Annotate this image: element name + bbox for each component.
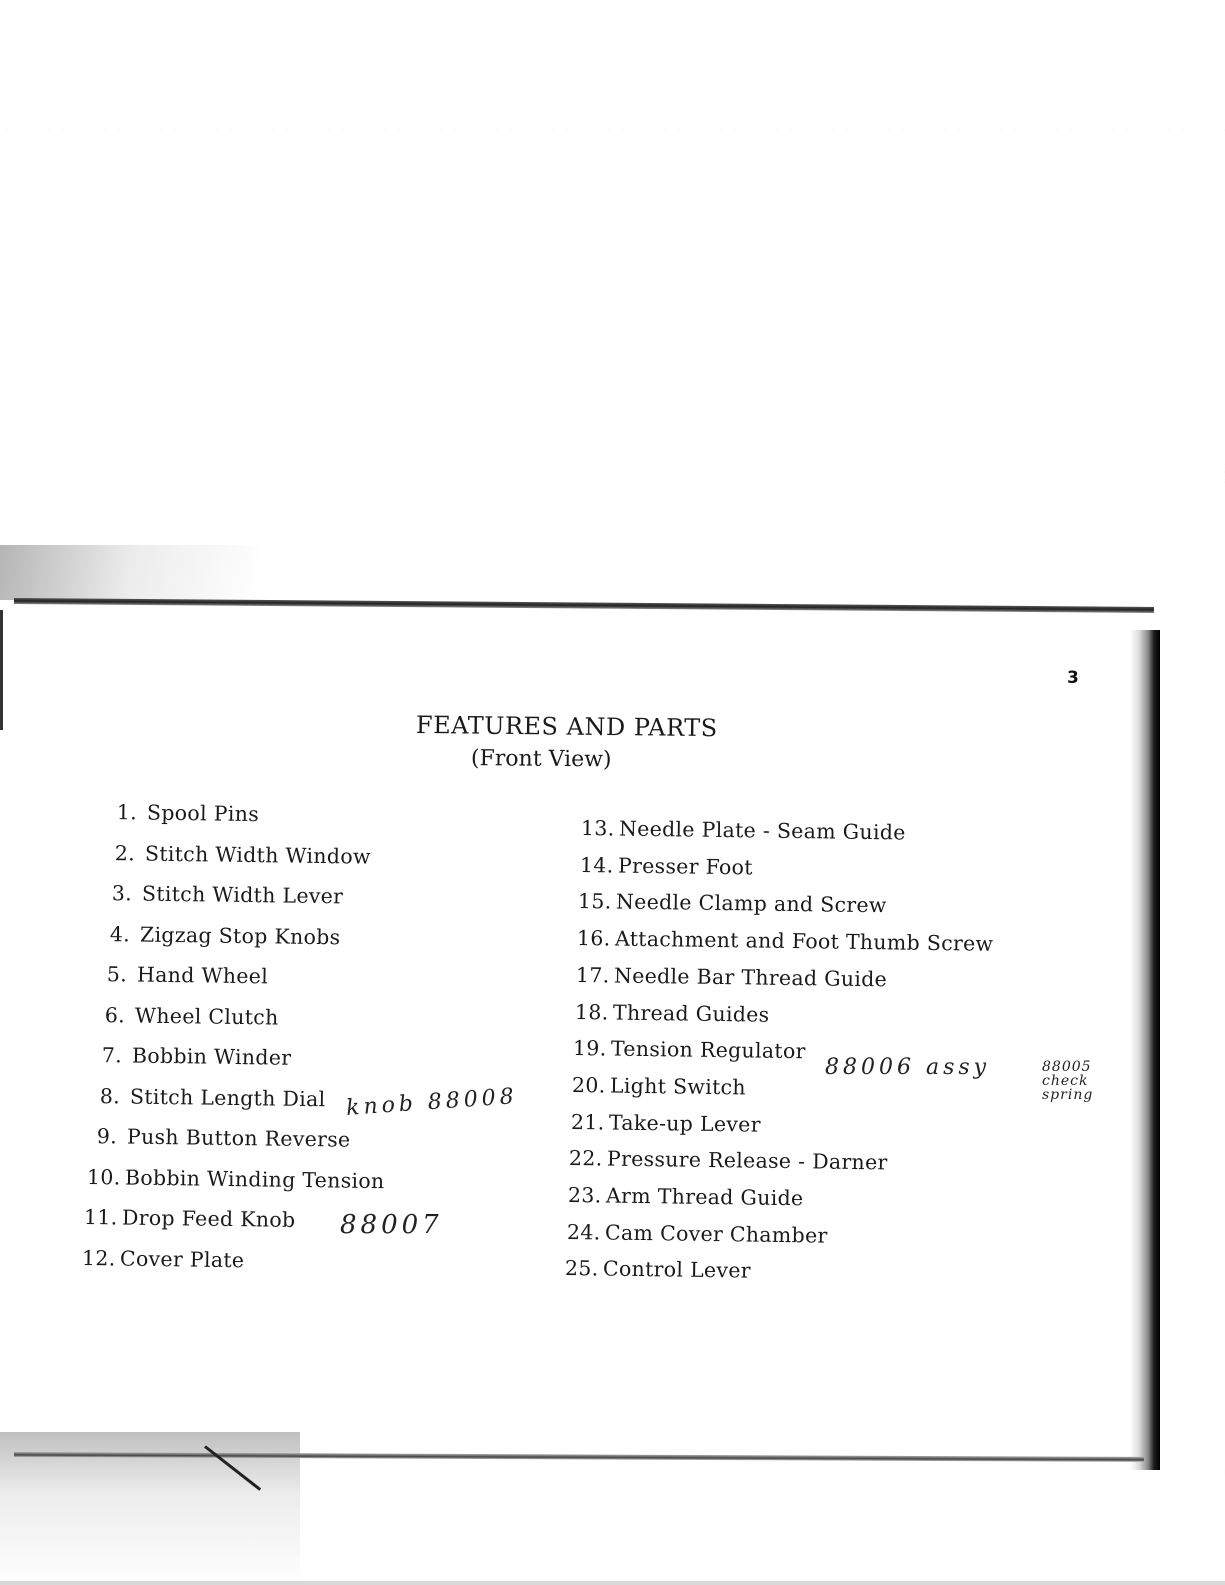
part-item: [101, 922, 340, 949]
part-number: 17.: [575, 962, 610, 988]
part-label: Zigzag Stop Knobs: [139, 922, 341, 949]
part-item: [96, 1003, 278, 1030]
part-item: [572, 1073, 746, 1099]
scan-noise: [0, 1470, 1225, 1474]
part-item: [99, 962, 268, 988]
part-item: [565, 1256, 751, 1283]
part-number: 15.: [578, 889, 613, 914]
part-number: 21.: [570, 1109, 605, 1135]
part-label: Needle Bar Thread Guide: [613, 963, 888, 992]
part-label: Push Button Reverse: [126, 1124, 351, 1152]
part-item: [577, 926, 994, 956]
scan-bottom-strip: [0, 1581, 1225, 1585]
part-number: 14.: [579, 852, 614, 878]
part-item: [94, 1043, 292, 1070]
part-number: 20.: [571, 1072, 606, 1098]
part-label: Control Lever: [603, 1256, 752, 1283]
part-item: [569, 1146, 888, 1174]
part-number: 23.: [567, 1183, 602, 1208]
part-item: [581, 816, 906, 845]
part-item: [567, 1220, 828, 1248]
part-label: Cam Cover Chamber: [604, 1220, 828, 1248]
part-number: 18.: [574, 999, 609, 1024]
scan-noise: [0, 128, 1225, 132]
part-number: 25.: [565, 1256, 600, 1281]
part-item: [84, 1205, 296, 1232]
part-label: Presser Foot: [617, 853, 753, 880]
part-item: [580, 853, 753, 879]
part-label: Pressure Release - Darner: [607, 1146, 889, 1175]
part-label: Hand Wheel: [136, 962, 269, 989]
part-number: 22.: [569, 1146, 603, 1171]
part-item: [91, 1084, 325, 1111]
part-number: 6.: [104, 1002, 125, 1027]
part-number: 16.: [576, 926, 611, 951]
handwritten-note: 88007: [340, 1210, 443, 1240]
part-label: Tension Regulator: [611, 1036, 807, 1064]
part-number: 5.: [106, 962, 128, 987]
part-label: Stitch Width Window: [144, 841, 371, 869]
part-label: Spool Pins: [146, 800, 260, 827]
part-item: [109, 800, 259, 826]
part-label: Attachment and Foot Thumb Screw: [614, 926, 994, 956]
part-item: [81, 1246, 244, 1272]
part-label: Wheel Clutch: [134, 1003, 279, 1030]
part-number: 3.: [111, 881, 133, 906]
part-number: 8.: [99, 1083, 120, 1108]
scan-noise: [0, 480, 1225, 484]
part-number: 24.: [566, 1219, 601, 1245]
part-item: [568, 1183, 804, 1210]
part-number: 4.: [109, 921, 130, 946]
book-spine-shadow: [1130, 630, 1160, 1470]
part-label: Stitch Width Lever: [141, 881, 344, 909]
part-item: [574, 1000, 769, 1027]
part-label: Arm Thread Guide: [605, 1183, 804, 1211]
part-label: Light Switch: [609, 1073, 746, 1100]
part-label: Bobbin Winding Tension: [124, 1165, 385, 1193]
part-label: Stitch Length Dial: [129, 1084, 326, 1111]
handwritten-note: knob 88008: [345, 1084, 519, 1121]
part-item: [573, 1036, 806, 1063]
part-number: 1.: [116, 800, 138, 825]
part-item: [106, 841, 370, 869]
part-number: 19.: [573, 1036, 607, 1061]
part-item: [89, 1124, 351, 1152]
part-label: Thread Guides: [612, 1000, 770, 1027]
part-number: 11.: [83, 1205, 118, 1230]
handwritten-note: 88005 check spring: [1042, 1059, 1094, 1103]
part-number: 10.: [86, 1164, 121, 1189]
part-label: Bobbin Winder: [131, 1043, 292, 1070]
part-label: Drop Feed Knob: [121, 1205, 296, 1232]
page-title: FEATURES AND PARTS: [415, 711, 718, 743]
part-label: Take-up Lever: [608, 1110, 761, 1137]
scan-noise: [0, 470, 1225, 474]
part-item: [570, 1110, 760, 1137]
part-item: [104, 881, 344, 908]
part-item: [576, 963, 887, 991]
page-number: 3: [1067, 668, 1079, 688]
part-item: [578, 889, 887, 917]
part-item: [86, 1165, 384, 1193]
part-number: 2.: [114, 840, 135, 865]
page-subtitle: (Front View): [470, 746, 612, 773]
part-number: 12.: [81, 1245, 116, 1270]
scan-shadow-top: [0, 545, 260, 600]
part-number: 9.: [96, 1124, 118, 1149]
handwritten-note: 88006 assy: [825, 1055, 991, 1080]
page-top-edge: [14, 598, 1154, 613]
part-number: 13.: [580, 816, 615, 841]
part-label: Needle Plate - Seam Guide: [618, 816, 906, 845]
part-number: 7.: [101, 1043, 123, 1068]
part-label: Cover Plate: [119, 1246, 244, 1272]
page-left-edge: [0, 610, 3, 730]
part-label: Needle Clamp and Screw: [616, 889, 888, 918]
